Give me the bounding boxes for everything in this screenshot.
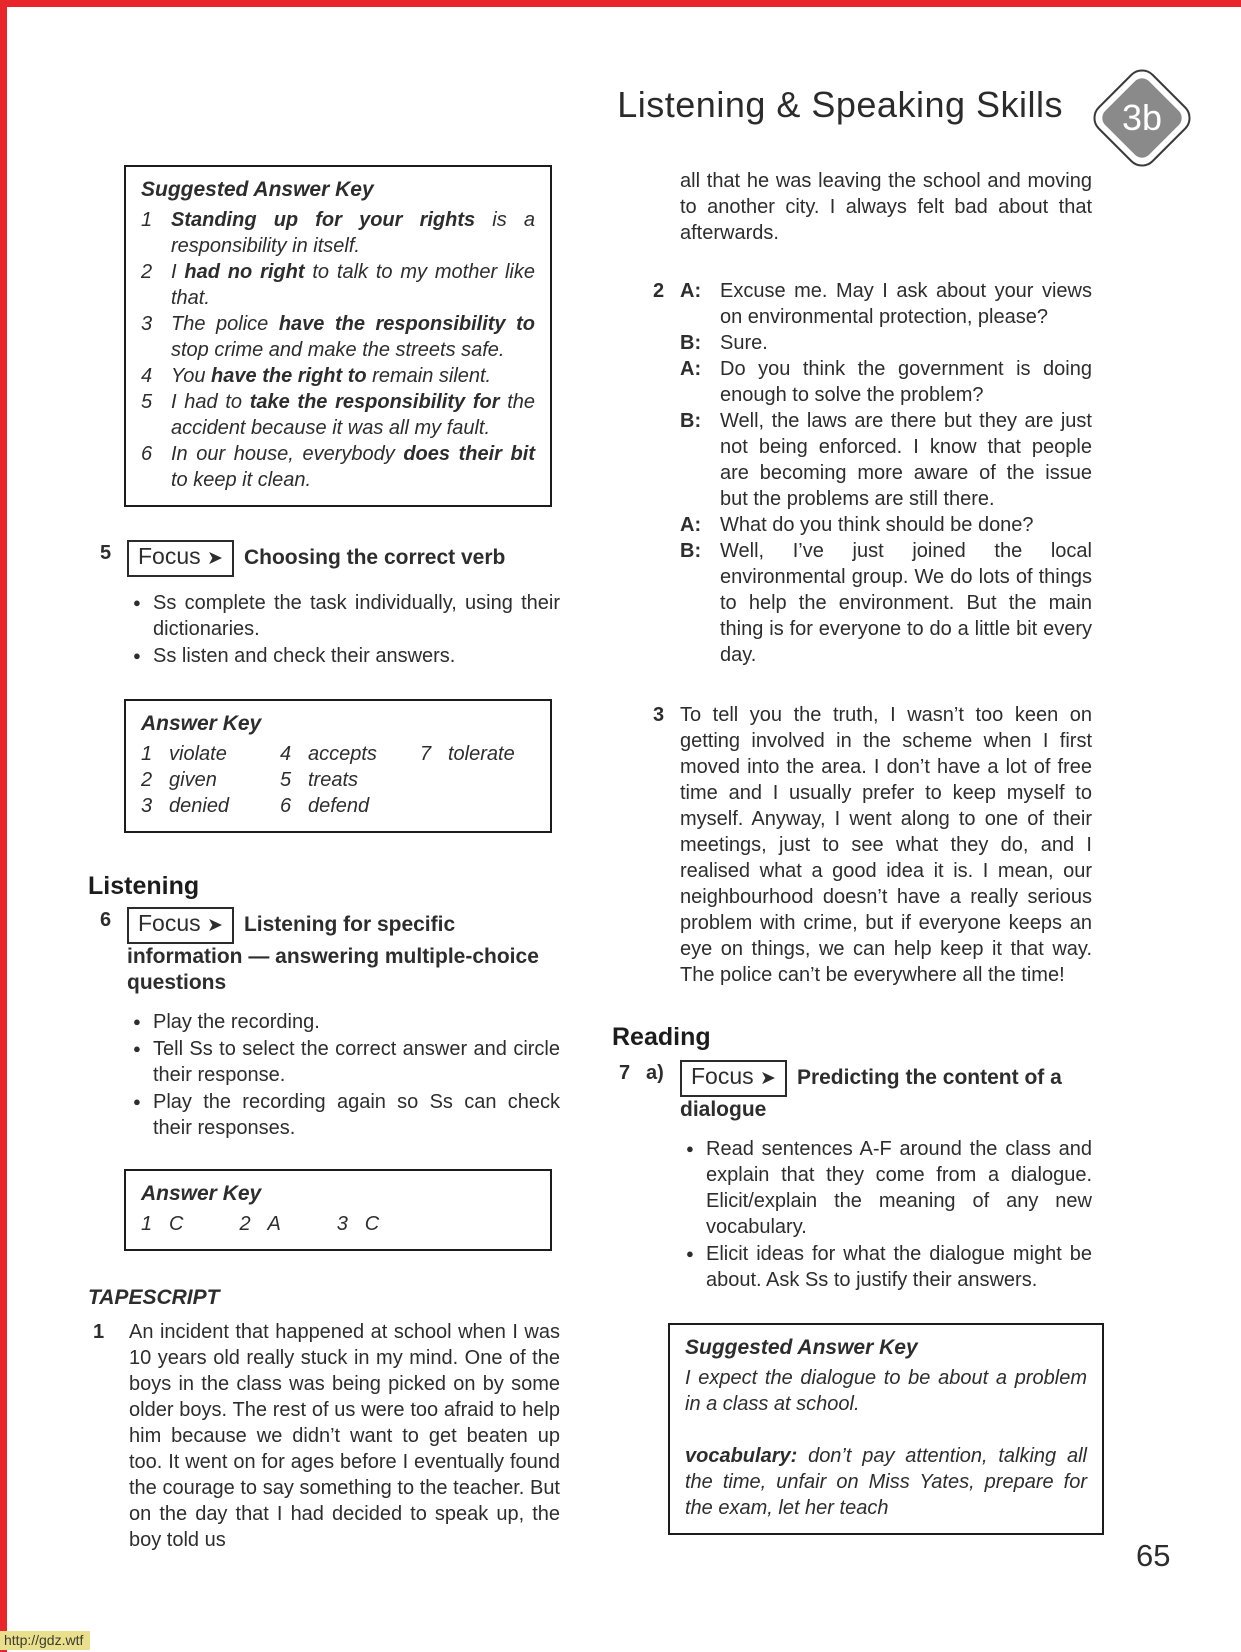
section-heading-listening: Listening: [88, 872, 200, 900]
focus-label: Focus: [691, 1063, 754, 1089]
focus-arrow-icon: ➤: [207, 548, 223, 569]
tapescript-item-2: [612, 278, 1104, 668]
answer-item: [141, 767, 280, 793]
answer-number: 6: [141, 443, 153, 465]
exercise-5: [88, 540, 560, 669]
focus-line: [127, 907, 560, 996]
unit-badge-label: 3b: [1121, 96, 1163, 138]
speaker-label: B:: [680, 540, 702, 562]
bullet-icon: ●: [133, 1041, 141, 1056]
answer-text: given: [169, 769, 217, 791]
list-item: [680, 1241, 1092, 1293]
speaker-label: A:: [680, 280, 702, 302]
dialogue-line: [680, 408, 1092, 512]
dialogue-line: [680, 278, 1092, 330]
dialogue-line: [680, 356, 1092, 408]
answer-number: 2: [239, 1213, 251, 1235]
instruction-text: Read sentences A-F around the class and explain that they come from a dialogue. Elicit/explain the meaning of any new vocabulary.: [706, 1138, 1092, 1238]
answer-number: 4: [280, 743, 292, 765]
answer-text: You have the right to remain silent.: [171, 365, 492, 387]
box-title: Answer Key: [141, 1182, 262, 1205]
focus-line: [127, 540, 560, 577]
bullet-icon: ●: [133, 648, 141, 663]
instruction-list: [680, 1136, 1092, 1293]
answer-text: tolerate: [448, 743, 515, 765]
vocabulary-text: don’t pay attention, talking all the time, unfair on Miss Yates, prepare for the exam, let her teach: [685, 1445, 1087, 1519]
answer-item: [141, 389, 535, 441]
box-title: Suggested Answer Key: [141, 178, 374, 201]
instruction-text: Ss complete the task individually, using their dictionaries.: [153, 592, 560, 640]
answer-text: violate: [169, 743, 227, 765]
answer-number: 3: [336, 1213, 348, 1235]
exercise-6: [88, 907, 560, 1141]
speaker-label: A:: [680, 358, 702, 380]
answer-text: The police have the responsibility to stop crime and make the streets safe.: [171, 313, 535, 361]
answer-item: [280, 767, 420, 793]
answer-text: I expect the dialogue to be about a problem in a class at school.: [685, 1367, 1087, 1415]
focus-label: Focus: [138, 543, 201, 569]
answer-number: 3: [141, 795, 153, 817]
focus-label: Focus: [138, 910, 201, 936]
answer-key-box: [124, 1169, 552, 1251]
section-heading-reading: Reading: [612, 1023, 711, 1051]
item-number: 2: [653, 280, 665, 302]
left-column: [88, 165, 560, 1553]
box-title: Suggested Answer Key: [685, 1336, 918, 1359]
right-column: [612, 168, 1104, 1535]
answer-text: A: [267, 1213, 281, 1235]
suggested-answer-key-box: [124, 165, 552, 507]
answer-item: [239, 1211, 280, 1237]
answer-number: 1: [141, 743, 153, 765]
exercise-number: 7: [619, 1062, 631, 1084]
instruction-text: Ss listen and check their answers.: [153, 645, 456, 667]
dialogue: [680, 278, 1092, 668]
focus-arrow-icon: ➤: [760, 1068, 776, 1089]
answer-item: [280, 741, 420, 767]
answer-item: [280, 793, 420, 819]
focus-box: [127, 907, 234, 944]
dialogue-line: [680, 538, 1092, 668]
instruction-text: Tell Ss to select the correct answer and circle their response.: [153, 1038, 560, 1086]
speaker-label: A:: [680, 514, 702, 536]
answer-line: [141, 1211, 535, 1237]
answer-item: [141, 363, 535, 389]
bullet-icon: ●: [133, 1094, 141, 1109]
answer-item: [420, 741, 535, 767]
answer-item: [141, 793, 280, 819]
answer-item: [141, 741, 280, 767]
answer-number: 6: [280, 795, 292, 817]
unit-badge: [1087, 63, 1197, 173]
answer-number: 2: [141, 769, 153, 791]
bullet-icon: ●: [133, 1014, 141, 1029]
speaker-label: B:: [680, 410, 702, 432]
focus-line: [680, 1060, 1092, 1123]
red-border-top: [0, 0, 1241, 7]
exercise-title: Predicting the content of a dialogue: [680, 1066, 1062, 1121]
dialogue-text: Well, the laws are there but they are just not being enforced. I know that people are becoming more aware of the issue but the problems are still there.: [720, 410, 1092, 510]
exercise-7a: [612, 1060, 1104, 1293]
answer-number: 1: [141, 1213, 153, 1235]
watermark-url: http://gdz.wtf: [0, 1631, 90, 1650]
instruction-text: Elicit ideas for what the dialogue might be about. Ask Ss to justify their answers.: [706, 1243, 1092, 1291]
instruction-list: [127, 590, 560, 669]
answer-item: [141, 441, 535, 493]
tapescript-heading: TAPESCRIPT: [88, 1286, 220, 1309]
instruction-text: Play the recording.: [153, 1011, 320, 1033]
answer-text: denied: [169, 795, 230, 817]
instruction-text: Play the recording again so Ss can check their responses.: [153, 1091, 560, 1139]
box-title: Answer Key: [141, 712, 262, 735]
answer-item: [141, 259, 535, 311]
answer-item: [141, 1211, 183, 1237]
answer-text: C: [169, 1213, 184, 1235]
tapescript-item-1: [88, 1319, 560, 1553]
answer-text: In our house, everybody does their bit to keep it clean.: [171, 443, 535, 491]
tapescript-text: To tell you the truth, I wasn’t too keen on getting involved in the scheme when I first moved into the area. I don’t have a lot of free time and I usually prefer to keep myself to myself. Anyway, I went along to one of their meetings, just to see what they do, and I realised what a good idea it is. I mean, our neighbourhood doesn’t have a really serious problem with crime, but if everyone keeps an eye on things, we can help keep it that way. The police can’t be everywhere all the time!: [680, 704, 1092, 986]
answer-number: 2: [141, 261, 153, 283]
answer-item: [337, 1211, 379, 1237]
dialogue-text: Do you think the government is doing enough to solve the problem?: [720, 358, 1092, 406]
dialogue-line: [680, 512, 1092, 538]
dialogue-line: [680, 330, 1092, 356]
focus-box: [680, 1060, 787, 1097]
dialogue-text: Well, I’ve just joined the local environmental group. We do lots of things to help the environment. But the main thing is for everyone to do a little bit every day.: [720, 540, 1092, 666]
answer-number: 4: [141, 365, 153, 387]
answer-text: accepts: [308, 743, 377, 765]
red-border-left: [0, 0, 7, 1652]
exercise-number: 6: [100, 909, 112, 931]
exercise-title: Choosing the correct verb: [243, 546, 506, 569]
focus-box: [127, 540, 234, 577]
list-item: [127, 1009, 560, 1035]
instruction-list: [127, 1009, 560, 1141]
answer-number: 7: [420, 743, 432, 765]
bullet-icon: ●: [686, 1141, 694, 1156]
answer-text: I had no right to talk to my mother like that.: [171, 261, 535, 309]
page-title: Listening & Speaking Skills: [617, 84, 1063, 125]
exercise-number: 5: [100, 542, 112, 564]
speaker-label: B:: [680, 332, 702, 354]
answer-number: 5: [141, 391, 153, 413]
answer-number: 1: [141, 209, 153, 231]
tapescript-item-3: [612, 702, 1104, 988]
exercise-subletter: a): [646, 1062, 664, 1084]
answer-item: [141, 207, 535, 259]
answer-number: 3: [141, 313, 153, 335]
focus-arrow-icon: ➤: [207, 915, 223, 936]
list-item: [127, 590, 560, 642]
list-item: [680, 1136, 1092, 1240]
answer-number: 5: [280, 769, 292, 791]
unit-badge-diamond: [1098, 74, 1186, 162]
suggested-answer-key-box: [668, 1323, 1104, 1535]
tapescript-text: An incident that happened at school when I was 10 years old really stuck in my mind. One of the boys in the class was being picked on by some older boys. The rest of us were too afraid to help him because we didn’t want to get beaten up too. It went on for ages before I eventually found the courage to say something to the teacher. But on the day that I had decided to speak up, the boy told us: [129, 1321, 560, 1551]
answer-item: [141, 311, 535, 363]
tapescript-continuation: all that he was leaving the school and moving to another city. I always felt bad about that afterwards.: [680, 170, 1092, 244]
exercise-title: Listening for specific information — answering multiple-choice questions: [127, 913, 539, 994]
dialogue-text: Excuse me. May I ask about your views on environmental protection, please?: [720, 280, 1092, 328]
item-number: 3: [653, 704, 665, 726]
dialogue-text: Sure.: [720, 332, 768, 354]
list-item: [127, 1036, 560, 1088]
dialogue-text: What do you think should be done?: [720, 514, 1034, 536]
bullet-icon: ●: [133, 595, 141, 610]
bullet-icon: ●: [686, 1246, 694, 1261]
page-number: 65: [1136, 1538, 1171, 1573]
answer-text: I had to take the responsibility for the accident because it was all my fault.: [171, 391, 536, 439]
answer-grid: [141, 741, 535, 819]
answer-text: Standing up for your rights is a responsibility in itself.: [171, 209, 536, 257]
item-number: 1: [93, 1321, 105, 1343]
answer-text: treats: [308, 769, 359, 791]
answer-text: C: [364, 1213, 380, 1235]
list-item: [127, 643, 560, 669]
vocabulary-label: vocabulary:: [685, 1445, 798, 1467]
list-item: [127, 1089, 560, 1141]
vocabulary-note: [685, 1443, 1087, 1521]
answer-text: defend: [308, 795, 370, 817]
answer-key-box: [124, 699, 552, 833]
